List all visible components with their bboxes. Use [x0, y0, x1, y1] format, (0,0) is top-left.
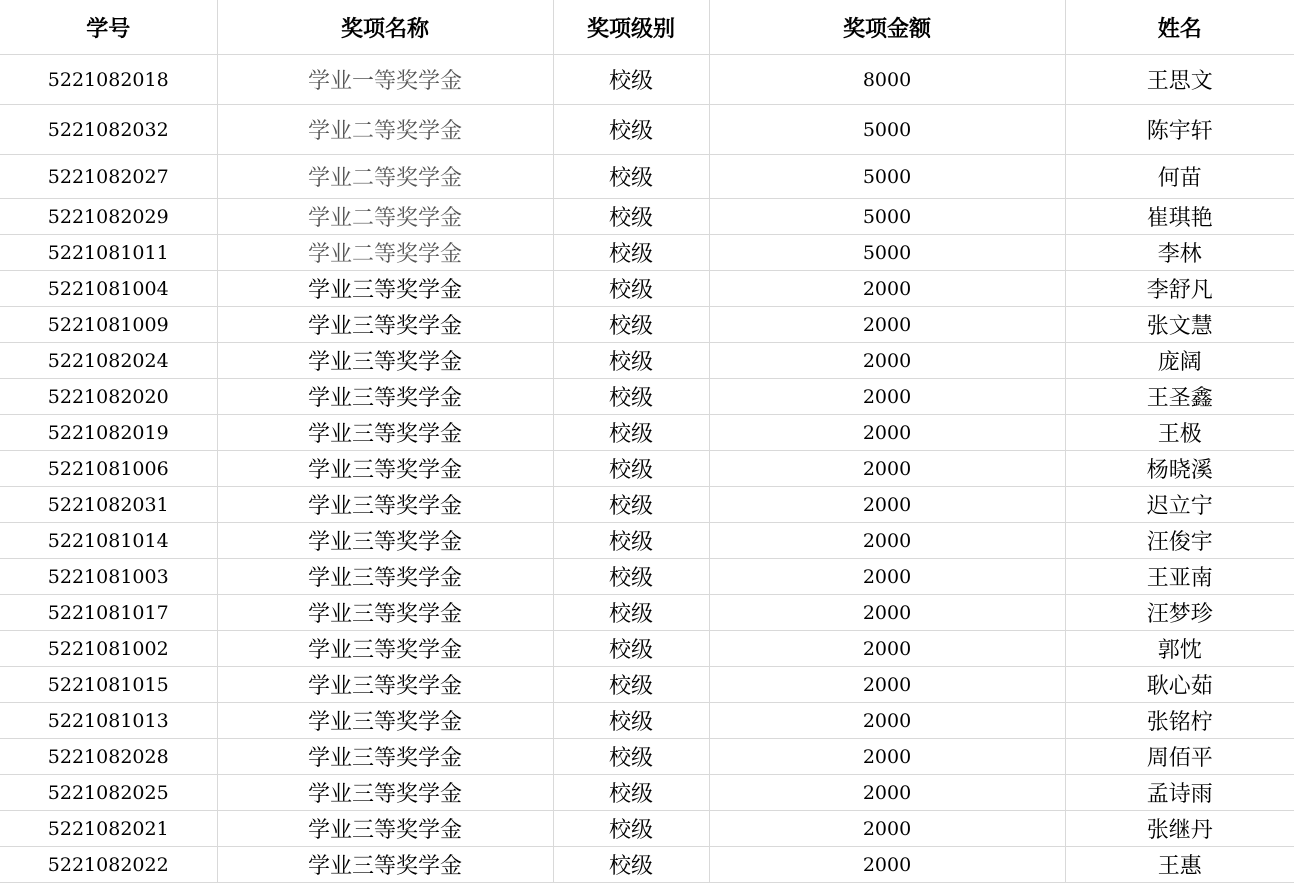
cell-student-name[interactable]: 耿心茹: [1065, 667, 1294, 703]
cell-student-id[interactable]: 5221081003: [0, 559, 217, 595]
cell-award-name[interactable]: 学业三等奖学金: [217, 271, 553, 307]
cell-award-level[interactable]: 校级: [553, 703, 709, 739]
cell-student-id[interactable]: 5221081013: [0, 703, 217, 739]
table-row: [0, 847, 1294, 883]
cell-student-id[interactable]: 5221082031: [0, 487, 217, 523]
cell-student-id[interactable]: 5221081017: [0, 595, 217, 631]
table-row: [0, 307, 1294, 343]
cell-award-amount[interactable]: 2000: [709, 775, 1065, 811]
cell-award-amount[interactable]: 2000: [709, 703, 1065, 739]
cell-award-level[interactable]: 校级: [553, 523, 709, 559]
cell-award-amount[interactable]: 2000: [709, 667, 1065, 703]
cell-student-name[interactable]: 王圣鑫: [1065, 379, 1294, 415]
cell-award-level[interactable]: 校级: [553, 775, 709, 811]
cell-award-level[interactable]: 校级: [553, 343, 709, 379]
cell-award-amount[interactable]: 2000: [709, 379, 1065, 415]
cell-award-amount[interactable]: 2000: [709, 811, 1065, 847]
cell-award-name[interactable]: 学业三等奖学金: [217, 703, 553, 739]
cell-award-level[interactable]: 校级: [553, 847, 709, 883]
cell-award-level[interactable]: 校级: [553, 415, 709, 451]
cell-award-amount[interactable]: 5000: [709, 199, 1065, 235]
cell-student-id[interactable]: 5221082020: [0, 379, 217, 415]
cell-award-name[interactable]: 学业一等奖学金: [217, 55, 553, 105]
cell-award-name[interactable]: 学业三等奖学金: [217, 559, 553, 595]
table-row: [0, 55, 1294, 105]
table-row: [0, 105, 1294, 155]
cell-student-name[interactable]: 周佰平: [1065, 739, 1294, 775]
cell-award-name[interactable]: 学业二等奖学金: [217, 199, 553, 235]
header-award-amount[interactable]: 奖项金额: [709, 0, 1065, 55]
cell-award-amount[interactable]: 2000: [709, 343, 1065, 379]
table-row: [0, 451, 1294, 487]
cell-award-level[interactable]: 校级: [553, 235, 709, 271]
cell-student-id[interactable]: 5221081015: [0, 667, 217, 703]
cell-student-name[interactable]: 汪梦珍: [1065, 595, 1294, 631]
cell-award-level[interactable]: 校级: [553, 155, 709, 199]
cell-award-level[interactable]: 校级: [553, 55, 709, 105]
table-row: [0, 595, 1294, 631]
table-row: [0, 703, 1294, 739]
cell-award-amount[interactable]: 2000: [709, 739, 1065, 775]
table-row: [0, 235, 1294, 271]
cell-student-id[interactable]: 5221081002: [0, 631, 217, 667]
cell-award-level[interactable]: 校级: [553, 199, 709, 235]
table-row: [0, 775, 1294, 811]
cell-student-name[interactable]: 何苗: [1065, 155, 1294, 199]
table-row: [0, 343, 1294, 379]
cell-student-name[interactable]: 汪俊宇: [1065, 523, 1294, 559]
cell-student-name[interactable]: 陈宇轩: [1065, 105, 1294, 155]
cell-award-name[interactable]: 学业二等奖学金: [217, 155, 553, 199]
cell-award-amount[interactable]: 2000: [709, 487, 1065, 523]
cell-student-id[interactable]: 5221081011: [0, 235, 217, 271]
cell-student-id[interactable]: 5221081009: [0, 307, 217, 343]
cell-student-name[interactable]: 崔琪艳: [1065, 199, 1294, 235]
cell-student-name[interactable]: 王思文: [1065, 55, 1294, 105]
cell-award-name[interactable]: 学业三等奖学金: [217, 667, 553, 703]
cell-award-level[interactable]: 校级: [553, 487, 709, 523]
cell-student-name[interactable]: 张文慧: [1065, 307, 1294, 343]
table-row: [0, 155, 1294, 199]
header-student-name[interactable]: 姓名: [1065, 0, 1294, 55]
cell-award-amount[interactable]: 2000: [709, 559, 1065, 595]
table-row: [0, 487, 1294, 523]
cell-student-name[interactable]: 孟诗雨: [1065, 775, 1294, 811]
cell-student-id[interactable]: 5221082019: [0, 415, 217, 451]
cell-student-name[interactable]: 李林: [1065, 235, 1294, 271]
table-row: [0, 379, 1294, 415]
cell-award-level[interactable]: 校级: [553, 667, 709, 703]
cell-student-id[interactable]: 5221082024: [0, 343, 217, 379]
cell-award-amount[interactable]: 2000: [709, 631, 1065, 667]
cell-student-id[interactable]: 5221082032: [0, 105, 217, 155]
cell-award-name[interactable]: 学业三等奖学金: [217, 595, 553, 631]
cell-award-amount[interactable]: 2000: [709, 307, 1065, 343]
cell-student-id[interactable]: 5221081004: [0, 271, 217, 307]
cell-award-name[interactable]: 学业三等奖学金: [217, 307, 553, 343]
cell-student-name[interactable]: 张铭柠: [1065, 703, 1294, 739]
cell-award-amount[interactable]: 2000: [709, 847, 1065, 883]
cell-award-amount[interactable]: 5000: [709, 105, 1065, 155]
cell-award-level[interactable]: 校级: [553, 105, 709, 155]
cell-award-name[interactable]: 学业三等奖学金: [217, 811, 553, 847]
header-award-name[interactable]: 奖项名称: [217, 0, 553, 55]
cell-award-amount[interactable]: 2000: [709, 595, 1065, 631]
cell-student-id[interactable]: 5221082027: [0, 155, 217, 199]
cell-award-amount[interactable]: 5000: [709, 235, 1065, 271]
header-student-id[interactable]: 学号: [0, 0, 217, 55]
cell-student-name[interactable]: 王亚南: [1065, 559, 1294, 595]
cell-award-level[interactable]: 校级: [553, 271, 709, 307]
cell-award-name[interactable]: 学业三等奖学金: [217, 631, 553, 667]
table-row: [0, 523, 1294, 559]
cell-student-name[interactable]: 迟立宁: [1065, 487, 1294, 523]
cell-award-name[interactable]: 学业三等奖学金: [217, 415, 553, 451]
cell-award-name[interactable]: 学业二等奖学金: [217, 235, 553, 271]
table-row: [0, 559, 1294, 595]
table-row: [0, 739, 1294, 775]
table-row: [0, 811, 1294, 847]
cell-student-id[interactable]: 5221081006: [0, 451, 217, 487]
cell-award-level[interactable]: 校级: [553, 307, 709, 343]
cell-award-amount[interactable]: 2000: [709, 451, 1065, 487]
cell-award-amount[interactable]: 2000: [709, 523, 1065, 559]
table-row: [0, 199, 1294, 235]
cell-award-level[interactable]: 校级: [553, 451, 709, 487]
cell-award-amount[interactable]: 2000: [709, 271, 1065, 307]
cell-award-name[interactable]: 学业三等奖学金: [217, 487, 553, 523]
cell-student-id[interactable]: 5221082018: [0, 55, 217, 105]
cell-student-id[interactable]: 5221082028: [0, 739, 217, 775]
cell-student-name[interactable]: 李舒凡: [1065, 271, 1294, 307]
cell-award-level[interactable]: 校级: [553, 739, 709, 775]
cell-award-name[interactable]: 学业三等奖学金: [217, 523, 553, 559]
table-row: [0, 271, 1294, 307]
table-row: [0, 415, 1294, 451]
cell-student-name[interactable]: 张继丹: [1065, 811, 1294, 847]
cell-student-name[interactable]: 庞阔: [1065, 343, 1294, 379]
table-row: [0, 667, 1294, 703]
cell-student-name[interactable]: 王惠: [1065, 847, 1294, 883]
cell-student-id[interactable]: 5221082021: [0, 811, 217, 847]
cell-student-id[interactable]: 5221081014: [0, 523, 217, 559]
cell-award-level[interactable]: 校级: [553, 595, 709, 631]
cell-award-name[interactable]: 学业三等奖学金: [217, 775, 553, 811]
cell-student-name[interactable]: 杨晓溪: [1065, 451, 1294, 487]
cell-award-level[interactable]: 校级: [553, 631, 709, 667]
cell-award-level[interactable]: 校级: [553, 379, 709, 415]
header-award-level[interactable]: 奖项级别: [553, 0, 709, 55]
header-row: [0, 0, 1294, 55]
cell-student-id[interactable]: 5221082025: [0, 775, 217, 811]
cell-student-name[interactable]: 郭忱: [1065, 631, 1294, 667]
table-row: [0, 631, 1294, 667]
cell-award-name[interactable]: 学业三等奖学金: [217, 343, 553, 379]
cell-award-name[interactable]: 学业三等奖学金: [217, 739, 553, 775]
cell-award-level[interactable]: 校级: [553, 811, 709, 847]
cell-student-id[interactable]: 5221082022: [0, 847, 217, 883]
cell-award-amount[interactable]: 2000: [709, 415, 1065, 451]
cell-student-id[interactable]: 5221082029: [0, 199, 217, 235]
cell-award-name[interactable]: 学业三等奖学金: [217, 847, 553, 883]
cell-student-name[interactable]: 王极: [1065, 415, 1294, 451]
cell-award-amount[interactable]: 5000: [709, 155, 1065, 199]
cell-award-name[interactable]: 学业三等奖学金: [217, 451, 553, 487]
cell-award-name[interactable]: 学业三等奖学金: [217, 379, 553, 415]
cell-award-name[interactable]: 学业二等奖学金: [217, 105, 553, 155]
cell-award-level[interactable]: 校级: [553, 559, 709, 595]
cell-award-amount[interactable]: 8000: [709, 55, 1065, 105]
